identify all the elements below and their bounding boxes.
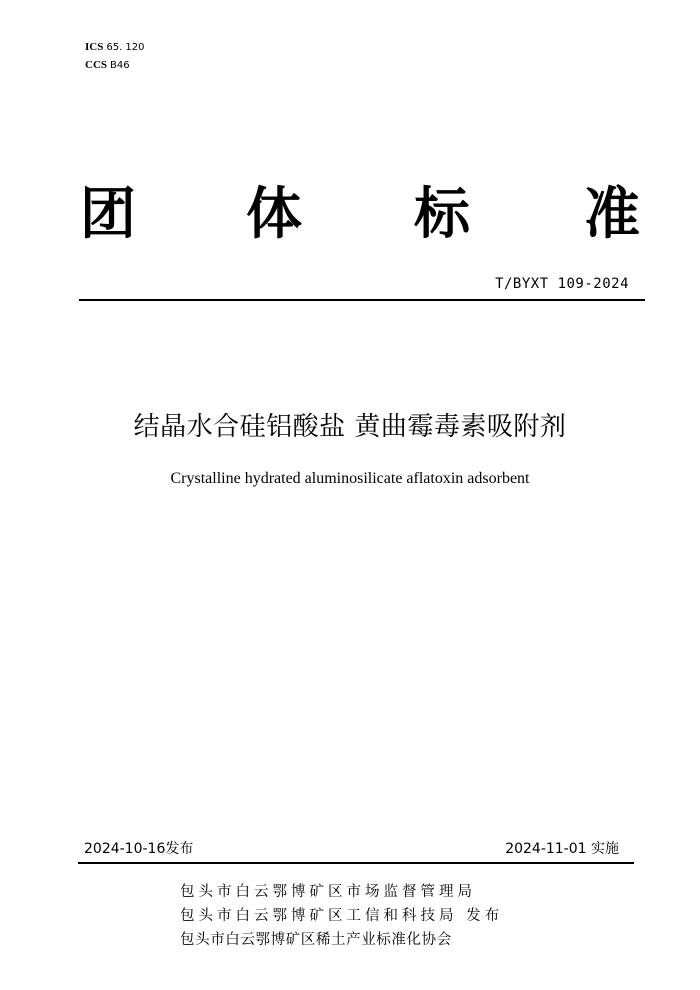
ics-value: 65. 120 bbox=[106, 42, 145, 53]
standard-type-heading bbox=[80, 180, 645, 250]
ccs-value: B46 bbox=[110, 60, 130, 71]
ccs-classification bbox=[85, 58, 130, 73]
standard-type-char: 团 bbox=[80, 182, 136, 247]
document-title-chinese: 结晶水合硅铝酸盐 黄曲霉毒素吸附剂 bbox=[133, 412, 567, 442]
standard-number: T/BYXT 109-2024 bbox=[495, 276, 629, 292]
standard-type-char: 标 bbox=[414, 182, 470, 247]
ccs-label: CCS bbox=[85, 59, 108, 71]
standard-type-char: 准 bbox=[584, 182, 640, 247]
issuer-line: 包头市白云鄂博矿区工信和科技局 发布 bbox=[180, 908, 504, 924]
implement-date: 2024-11-01 实施 bbox=[505, 841, 619, 857]
issuer-line: 包头市白云鄂博矿区稀土产业标准化协会 bbox=[180, 932, 452, 948]
document-title-english: Crystalline hydrated aluminosilicate aflatoxin adsorbent bbox=[170, 470, 530, 487]
standard-type-char: 体 bbox=[246, 182, 302, 247]
publish-date: 2024-10-16发布 bbox=[84, 841, 194, 857]
bottom-divider bbox=[78, 862, 634, 864]
top-divider bbox=[79, 299, 645, 301]
ics-classification bbox=[85, 40, 145, 55]
issuer-line: 包头市白云鄂博矿区市场监督管理局 bbox=[180, 884, 476, 900]
ics-label: ICS bbox=[85, 41, 104, 53]
